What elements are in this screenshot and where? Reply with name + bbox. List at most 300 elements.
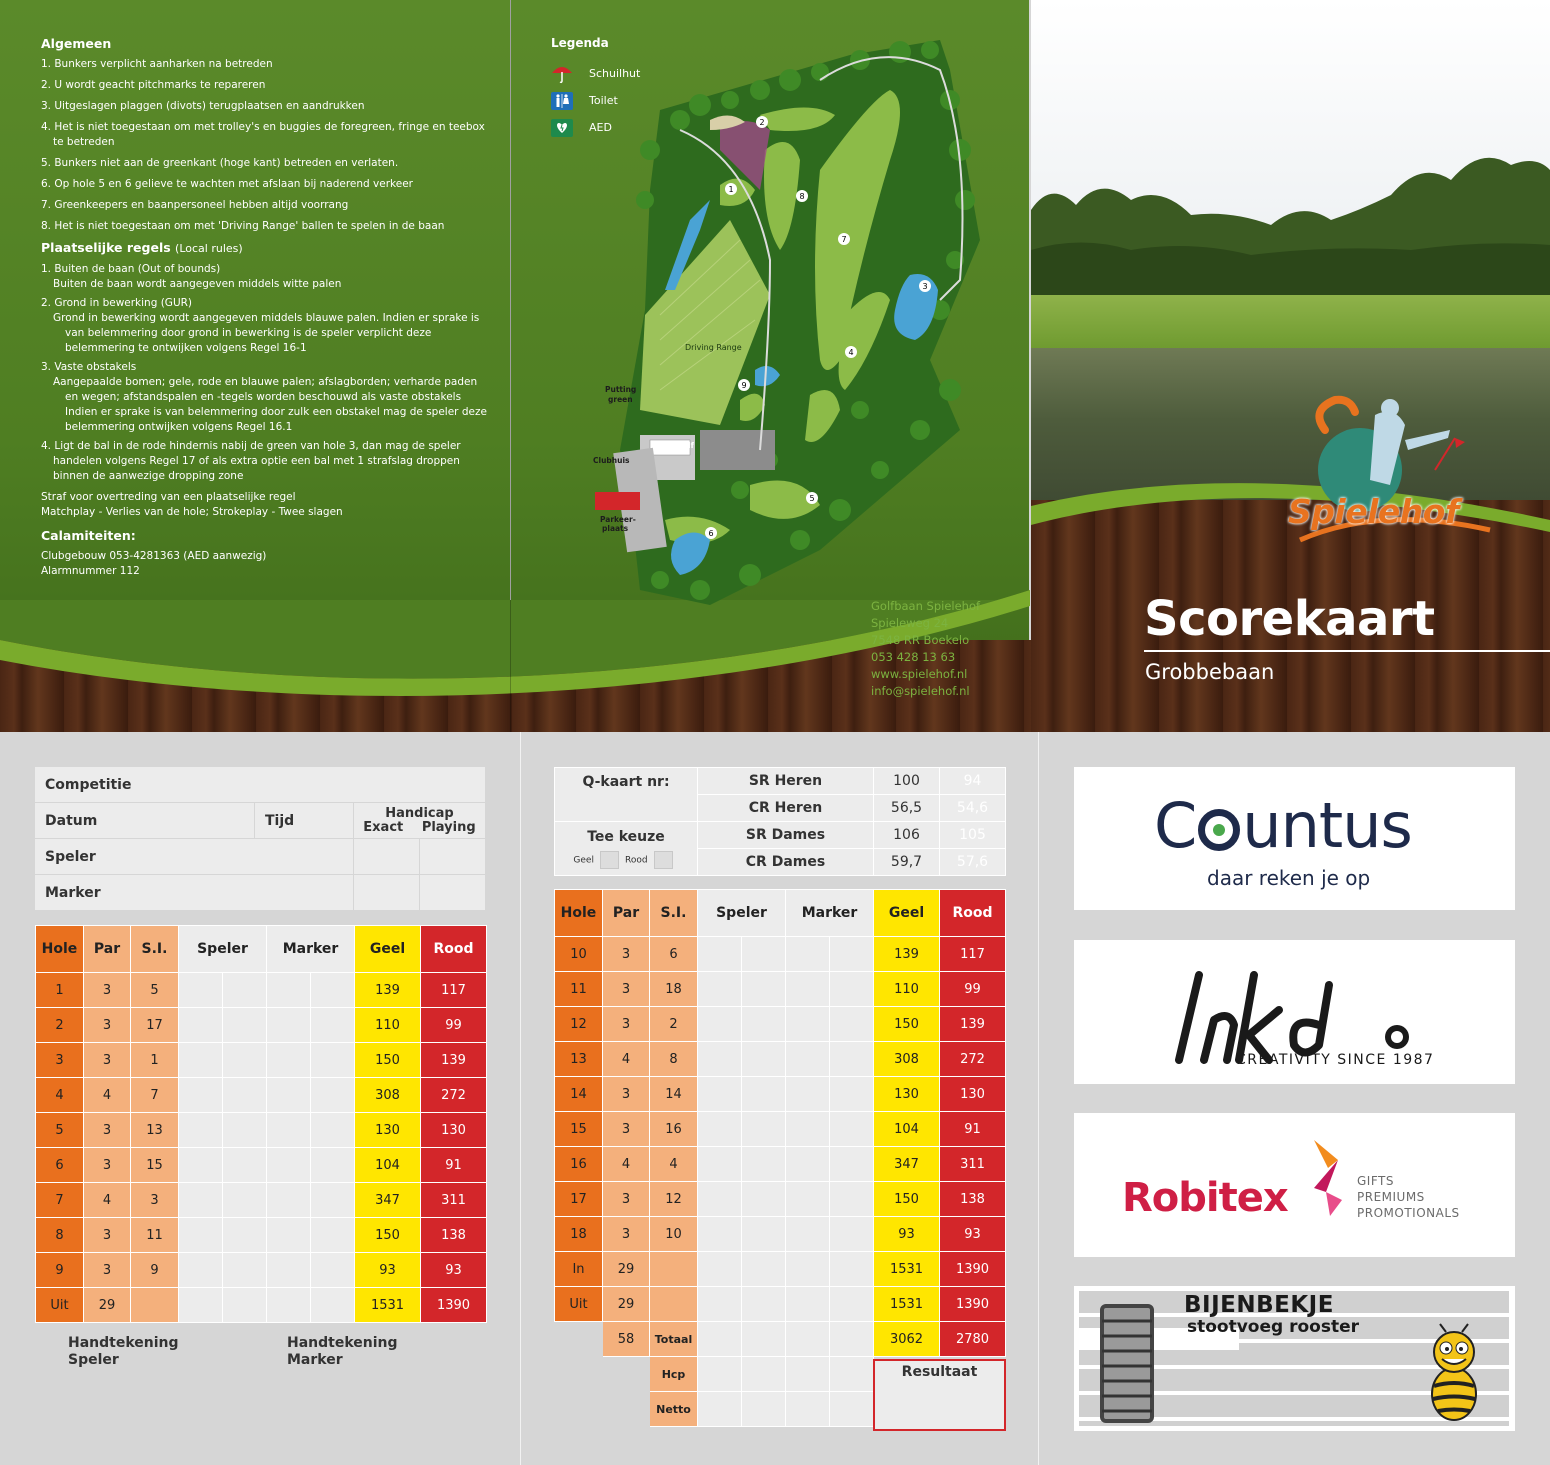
hole-rood: 99 xyxy=(421,1008,487,1043)
local-rule: 3. Vaste obstakels Aangepaalde bomen; gele, rode en blauwe palen; afslagborden; verharde paden en wegen; afstandspalen en -tegels worden beschouwd als vaste obstakels Indien er sprake is van belemmering door zulk een obstakel mag de speler deze belemmering ontwijken volgens Regel 16.1 xyxy=(41,361,487,433)
map-label: Putting xyxy=(605,385,637,394)
speler-score-cell[interactable] xyxy=(179,1043,223,1078)
tijd-field[interactable]: Tijd xyxy=(255,803,354,839)
speler-score-cell[interactable] xyxy=(179,1218,223,1253)
player-info-table xyxy=(34,766,486,911)
local-rule: 4. Ligt de bal in de rode hindernis nabij de green van hole 3, dan mag de speler handelen volgens Regel 17 of als extra optie een bal met 1 strafslag droppen binnen de aanwezige dropping zone xyxy=(41,440,461,482)
speler-score-cell[interactable] xyxy=(742,1287,786,1322)
hole-rood: 117 xyxy=(940,937,1006,972)
hole-geel: 93 xyxy=(874,1217,940,1252)
hole-rood: 91 xyxy=(421,1148,487,1183)
qkaart-label: Q-kaart nr: xyxy=(555,768,698,822)
hole-rood: 138 xyxy=(421,1218,487,1253)
fold-line xyxy=(1038,732,1039,1465)
hole-rood: 99 xyxy=(940,972,1006,1007)
marker-score-cell[interactable] xyxy=(267,1288,311,1323)
marker-score-cell[interactable] xyxy=(311,1253,355,1288)
hole-number: 10 xyxy=(555,937,603,972)
front-nine-table xyxy=(35,925,487,1323)
par-header: Par xyxy=(84,926,131,973)
hole-rood: 117 xyxy=(421,973,487,1008)
countus-tagline: daar reken je op xyxy=(1207,866,1371,890)
hole-marker: 3 xyxy=(922,282,928,291)
marker-score-cell[interactable] xyxy=(786,972,830,1007)
score-cell[interactable] xyxy=(742,1357,786,1392)
hole-row xyxy=(36,1043,487,1078)
hole-number: 14 xyxy=(555,1077,603,1112)
speler-score-cell[interactable] xyxy=(179,1078,223,1113)
geel-header: Geel xyxy=(355,926,421,973)
hole-number: 4 xyxy=(36,1078,84,1113)
legend-label: Toilet xyxy=(589,94,618,107)
hole-row xyxy=(555,1077,1006,1112)
countus-logo: C untus xyxy=(1154,789,1412,862)
back-nine-table xyxy=(554,889,1006,1427)
score-cell[interactable] xyxy=(786,1392,830,1427)
marker-score-cell[interactable] xyxy=(830,1252,874,1287)
hole-par: 3 xyxy=(603,1112,650,1147)
hole-number: 17 xyxy=(555,1182,603,1217)
rule-item: 8. Het is niet toegestaan om met 'Driving Range' ballen te spelen in de baan xyxy=(41,220,445,232)
hole-par: 3 xyxy=(84,1148,131,1183)
hole-number: 7 xyxy=(36,1183,84,1218)
hole-geel: 150 xyxy=(874,1007,940,1042)
score-cell[interactable] xyxy=(830,1357,874,1392)
hole-number: 12 xyxy=(555,1007,603,1042)
bijenbekje-logo: BIJENBEKJE xyxy=(1184,1292,1334,1318)
handicap-header: Handicap Exact Playing xyxy=(354,803,486,839)
speler-score-cell[interactable] xyxy=(179,1148,223,1183)
hole-number: 8 xyxy=(36,1218,84,1253)
hole-row xyxy=(555,1007,1006,1042)
hole-par: 3 xyxy=(603,1217,650,1252)
exact-hcp-input[interactable] xyxy=(354,875,420,911)
hole-par: 4 xyxy=(603,1147,650,1182)
score-cell[interactable] xyxy=(742,1392,786,1427)
hole-si: 16 xyxy=(650,1112,698,1147)
legend-label: AED xyxy=(589,121,612,134)
photo-trees xyxy=(1031,140,1550,315)
hole-number: Uit xyxy=(555,1287,603,1322)
rules-text xyxy=(41,36,491,579)
marker-score-cell[interactable] xyxy=(830,1287,874,1322)
score-cell[interactable] xyxy=(786,1322,830,1357)
robitex-mark-icon xyxy=(1310,1138,1346,1218)
rating-geel: 56,5 xyxy=(874,795,940,822)
hole-geel: 93 xyxy=(355,1253,421,1288)
hole-par: 29 xyxy=(603,1287,650,1322)
hole-si: 12 xyxy=(650,1182,698,1217)
marker-score-cell[interactable] xyxy=(786,1042,830,1077)
speler-score-cell[interactable] xyxy=(179,1113,223,1148)
hole-si: 4 xyxy=(650,1147,698,1182)
hole-geel: 308 xyxy=(874,1042,940,1077)
tee-geel-checkbox[interactable] xyxy=(600,851,619,869)
speler-header: Speler xyxy=(179,926,267,973)
fold-line xyxy=(510,0,511,732)
marker-score-cell[interactable] xyxy=(311,1043,355,1078)
hole-si: 7 xyxy=(131,1078,179,1113)
rule-item: 5. Bunkers niet aan de greenkant (hoge kant) betreden en verlaten. xyxy=(41,157,399,169)
speler-score-cell[interactable] xyxy=(179,1008,223,1043)
speler-score-cell[interactable] xyxy=(698,1287,742,1322)
rule-item: 4. Het is niet toegestaan om met trolley's en buggies de foregreen, fringe en teebox te betreden xyxy=(41,121,485,148)
marker-score-cell[interactable] xyxy=(830,1077,874,1112)
speler-score-cell[interactable] xyxy=(698,1112,742,1147)
sponsor-bijenbekje[interactable] xyxy=(1074,1286,1515,1431)
hole-rood: 272 xyxy=(940,1042,1006,1077)
penalty-text: Matchplay - Verlies van de hole; Strokeplay - Twee slagen xyxy=(41,506,343,518)
robitex-tagline: GIFTS PREMIUMS PROMOTIONALS xyxy=(1357,1174,1460,1220)
blank-cell xyxy=(555,1357,603,1392)
rule-item: 7. Greenkeepers en baanpersoneel hebben altijd voorrang xyxy=(41,199,349,211)
score-cell[interactable] xyxy=(698,1392,742,1427)
hole-geel: 347 xyxy=(874,1147,940,1182)
hole-row xyxy=(555,1042,1006,1077)
si-header: S.I. xyxy=(131,926,179,973)
hole-si: 15 xyxy=(131,1148,179,1183)
speler-score-cell[interactable] xyxy=(223,1183,267,1218)
marker-score-cell[interactable] xyxy=(830,1217,874,1252)
marker-score-cell[interactable] xyxy=(830,1042,874,1077)
marker-score-cell[interactable] xyxy=(311,1148,355,1183)
marker-score-cell[interactable] xyxy=(786,937,830,972)
hole-si: 11 xyxy=(131,1218,179,1253)
speler-score-cell[interactable] xyxy=(698,1217,742,1252)
speler-score-cell[interactable] xyxy=(742,1147,786,1182)
speler-score-cell[interactable] xyxy=(223,973,267,1008)
rating-geel: 100 xyxy=(874,768,940,795)
vent-product-icon xyxy=(1092,1301,1172,1426)
hole-par: 3 xyxy=(603,1182,650,1217)
geel-header: Geel xyxy=(874,890,940,937)
hole-marker: 8 xyxy=(799,192,805,201)
speler-score-cell[interactable] xyxy=(223,1288,267,1323)
blank-cell xyxy=(555,1322,603,1357)
marker-score-cell[interactable] xyxy=(311,1078,355,1113)
hole-rood: 1390 xyxy=(940,1252,1006,1287)
hole-par: 3 xyxy=(84,1253,131,1288)
score-cell[interactable] xyxy=(698,1322,742,1357)
speler-score-cell[interactable] xyxy=(742,1007,786,1042)
calamity-title: Calamiteiten: xyxy=(41,528,136,543)
marker-score-cell[interactable] xyxy=(830,1112,874,1147)
marker-score-cell[interactable] xyxy=(830,1147,874,1182)
club-address: Golfbaan Spielehof Spieleweg 24 7548 RR Boekelo 053 428 13 63 www.spielehof.nl info@spielehof.nl xyxy=(871,599,981,698)
hole-marker: 5 xyxy=(809,494,815,503)
hole-number: 16 xyxy=(555,1147,603,1182)
speler-score-cell[interactable] xyxy=(223,1078,267,1113)
playing-hcp-input[interactable] xyxy=(420,839,486,875)
email-link[interactable]: info@spielehof.nl xyxy=(871,684,970,698)
hole-row xyxy=(555,1252,1006,1287)
rating-label: CR Dames xyxy=(698,849,874,876)
hole-rood: 272 xyxy=(421,1078,487,1113)
marker-score-cell[interactable] xyxy=(267,1148,311,1183)
hole-marker: 1 xyxy=(728,185,734,194)
marker-score-cell[interactable] xyxy=(267,1218,311,1253)
hole-row xyxy=(36,1078,487,1113)
speler-score-cell[interactable] xyxy=(742,1042,786,1077)
hole-geel: 139 xyxy=(874,937,940,972)
brand-name: Spielehof xyxy=(1288,492,1459,531)
speler-score-cell[interactable] xyxy=(742,1252,786,1287)
hole-rood: 1390 xyxy=(421,1288,487,1323)
hole-rood: 311 xyxy=(940,1147,1006,1182)
speler-score-cell[interactable] xyxy=(742,937,786,972)
hole-par: 3 xyxy=(84,1043,131,1078)
competitie-field[interactable]: Competitie xyxy=(35,767,486,803)
marker-score-cell[interactable] xyxy=(267,1113,311,1148)
hole-rood: 93 xyxy=(940,1217,1006,1252)
hole-geel: 308 xyxy=(355,1078,421,1113)
blank-cell xyxy=(603,1357,650,1392)
hole-geel: 1531 xyxy=(874,1252,940,1287)
hole-number: 13 xyxy=(555,1042,603,1077)
hole-marker: 2 xyxy=(759,118,765,127)
marker-score-cell[interactable] xyxy=(267,1253,311,1288)
speler-score-cell[interactable] xyxy=(223,1043,267,1078)
hole-marker: 9 xyxy=(741,381,747,390)
hole-row xyxy=(555,1182,1006,1217)
hole-par: 3 xyxy=(603,1007,650,1042)
speler-score-cell[interactable] xyxy=(223,1148,267,1183)
map-label: Driving Range xyxy=(685,343,742,352)
hole-rood: 130 xyxy=(421,1113,487,1148)
marker-score-cell[interactable] xyxy=(786,1007,830,1042)
title-divider xyxy=(1144,650,1550,652)
total-geel: 3062 xyxy=(874,1322,940,1357)
hole-geel: 104 xyxy=(355,1148,421,1183)
hole-geel: 1531 xyxy=(355,1288,421,1323)
totaal-label: Totaal xyxy=(650,1322,698,1357)
marker-score-cell[interactable] xyxy=(311,1288,355,1323)
speler-score-cell[interactable] xyxy=(179,973,223,1008)
speler-score-cell[interactable] xyxy=(179,1253,223,1288)
speler-score-cell[interactable] xyxy=(223,1113,267,1148)
hole-geel: 110 xyxy=(355,1008,421,1043)
marker-score-cell[interactable] xyxy=(311,1008,355,1043)
rule-item: 2. U wordt geacht pitchmarks te repareren xyxy=(41,79,266,91)
marker-score-cell[interactable] xyxy=(830,1182,874,1217)
speler-score-cell[interactable] xyxy=(742,1182,786,1217)
website-link[interactable]: www.spielehof.nl xyxy=(871,667,968,681)
hole-header: Hole xyxy=(555,890,603,937)
si-header: S.I. xyxy=(650,890,698,937)
sponsor-robitex[interactable] xyxy=(1074,1113,1515,1257)
marker-score-cell[interactable] xyxy=(830,972,874,1007)
rating-rood: 57,6 xyxy=(940,849,1006,876)
total-rood: 2780 xyxy=(940,1322,1006,1357)
marker-score-cell[interactable] xyxy=(786,1112,830,1147)
robitex-logo: Robitex xyxy=(1122,1175,1288,1221)
marker-score-cell[interactable] xyxy=(311,973,355,1008)
speler-score-cell[interactable] xyxy=(698,1077,742,1112)
speler-score-cell[interactable] xyxy=(742,972,786,1007)
speler-score-cell[interactable] xyxy=(698,1182,742,1217)
score-cell[interactable] xyxy=(698,1357,742,1392)
hole-marker: 4 xyxy=(848,348,854,357)
speler-score-cell[interactable] xyxy=(698,1042,742,1077)
marker-score-cell[interactable] xyxy=(311,1218,355,1253)
speler-score-cell[interactable] xyxy=(742,1217,786,1252)
map-label: Clubhuis xyxy=(593,456,630,465)
local-rules-title: Plaatselijke regels (Local rules) xyxy=(41,240,243,255)
hole-number: 1 xyxy=(36,973,84,1008)
hole-geel: 130 xyxy=(355,1113,421,1148)
marker-score-cell[interactable] xyxy=(267,1183,311,1218)
hole-geel: 110 xyxy=(874,972,940,1007)
hole-number: 11 xyxy=(555,972,603,1007)
fold-line xyxy=(520,732,521,1465)
speler-header: Speler xyxy=(698,890,786,937)
hole-marker: 7 xyxy=(841,235,847,244)
rating-label: SR Dames xyxy=(698,822,874,849)
marker-score-cell[interactable] xyxy=(786,1077,830,1112)
calamity-line: Clubgebouw 053-4281363 (AED aanwezig) xyxy=(41,550,267,562)
hole-number: 3 xyxy=(36,1043,84,1078)
speler-score-cell[interactable] xyxy=(698,972,742,1007)
rating-rood: 94 xyxy=(940,768,1006,795)
hole-number: 5 xyxy=(36,1113,84,1148)
marker-score-cell[interactable] xyxy=(830,1007,874,1042)
sponsor-countus[interactable] xyxy=(1074,767,1515,910)
hole-number: 18 xyxy=(555,1217,603,1252)
marker-score-cell[interactable] xyxy=(267,1008,311,1043)
hole-header: Hole xyxy=(36,926,84,973)
marker-score-cell[interactable] xyxy=(267,973,311,1008)
tee-rood-checkbox[interactable] xyxy=(654,851,673,869)
score-cell[interactable] xyxy=(786,1357,830,1392)
hole-par: 3 xyxy=(603,1077,650,1112)
hole-rood: 138 xyxy=(940,1182,1006,1217)
hole-row xyxy=(555,937,1006,972)
datum-field[interactable]: Datum xyxy=(35,803,255,839)
playing-hcp-input[interactable] xyxy=(420,875,486,911)
rating-geel: 106 xyxy=(874,822,940,849)
marker-score-cell[interactable] xyxy=(267,1078,311,1113)
hole-par: 3 xyxy=(84,1113,131,1148)
speler-score-cell[interactable] xyxy=(698,1007,742,1042)
bee-mascot-icon xyxy=(1414,1324,1494,1424)
hole-si: 14 xyxy=(650,1077,698,1112)
hole-si: 9 xyxy=(131,1253,179,1288)
hole-row xyxy=(36,1183,487,1218)
speler-score-cell[interactable] xyxy=(179,1183,223,1218)
score-cell[interactable] xyxy=(830,1322,874,1357)
exact-hcp-input[interactable] xyxy=(354,839,420,875)
hole-row xyxy=(36,1008,487,1043)
resultaat-label: Resultaat xyxy=(901,1364,978,1380)
resultaat-box[interactable] xyxy=(873,1359,1006,1431)
local-rule: 1. Buiten de baan (Out of bounds) Buiten de baan wordt aangegeven middels witte palen xyxy=(41,263,342,290)
hole-si: 17 xyxy=(131,1008,179,1043)
photo-fairway xyxy=(1031,295,1550,350)
hole-rood: 139 xyxy=(421,1043,487,1078)
hole-rood: 93 xyxy=(421,1253,487,1288)
sponsor-inkd[interactable] xyxy=(1074,940,1515,1084)
hole-par: 4 xyxy=(603,1042,650,1077)
hole-number: 6 xyxy=(36,1148,84,1183)
top-spread xyxy=(0,0,1550,732)
rule-item: 3. Uitgeslagen plaggen (divots) terugplaatsen en aandrukken xyxy=(41,100,365,112)
hcp-label: Hcp xyxy=(650,1357,698,1392)
marker-score-cell[interactable] xyxy=(311,1113,355,1148)
hole-geel: 347 xyxy=(355,1183,421,1218)
speler-score-cell[interactable] xyxy=(223,1253,267,1288)
legend-title: Legenda xyxy=(551,36,609,50)
marker-score-cell[interactable] xyxy=(786,1217,830,1252)
rating-rood: 105 xyxy=(940,822,1006,849)
map-label: Parkeer- xyxy=(600,515,636,524)
speler-score-cell[interactable] xyxy=(698,1252,742,1287)
inkd-tagline: CREATIVITY SINCE 1987 xyxy=(1236,1052,1435,1068)
hole-row xyxy=(555,1112,1006,1147)
hole-geel: 150 xyxy=(874,1182,940,1217)
hole-row xyxy=(36,1113,487,1148)
map-label: plaats xyxy=(602,524,629,533)
blank-cell xyxy=(555,1392,603,1427)
hole-si: 18 xyxy=(650,972,698,1007)
speler-score-cell[interactable] xyxy=(742,1112,786,1147)
marker-score-cell[interactable] xyxy=(786,1252,830,1287)
hole-row xyxy=(555,1217,1006,1252)
general-title: Algemeen xyxy=(41,36,112,51)
hole-si: 13 xyxy=(131,1113,179,1148)
score-cell[interactable] xyxy=(830,1392,874,1427)
bijenbekje-tagline: stootvoeg rooster xyxy=(1187,1317,1360,1337)
speler-score-cell[interactable] xyxy=(223,1008,267,1043)
marker-score-cell[interactable] xyxy=(311,1183,355,1218)
score-cell[interactable] xyxy=(742,1322,786,1357)
toilet-icon xyxy=(551,92,573,110)
marker-score-cell[interactable] xyxy=(786,1147,830,1182)
hole-geel: 150 xyxy=(355,1043,421,1078)
hole-row xyxy=(36,1218,487,1253)
speler-score-cell[interactable] xyxy=(698,937,742,972)
hole-row xyxy=(555,1287,1006,1322)
course-rating-table xyxy=(554,767,1006,876)
netto-label: Netto xyxy=(650,1392,698,1427)
page-title: Scorekaart xyxy=(1144,591,1435,647)
marker-score-cell[interactable] xyxy=(267,1043,311,1078)
speler-score-cell[interactable] xyxy=(179,1288,223,1323)
hole-number: 2 xyxy=(36,1008,84,1043)
speler-score-cell[interactable] xyxy=(698,1147,742,1182)
rating-rood: 54,6 xyxy=(940,795,1006,822)
hole-geel: 130 xyxy=(874,1077,940,1112)
marker-field[interactable]: Marker xyxy=(35,875,354,911)
speler-score-cell[interactable] xyxy=(742,1077,786,1112)
hole-par: 29 xyxy=(603,1252,650,1287)
hole-marker: 6 xyxy=(708,529,714,538)
hole-geel: 150 xyxy=(355,1218,421,1253)
hole-si: 1 xyxy=(131,1043,179,1078)
speler-score-cell[interactable] xyxy=(223,1218,267,1253)
hole-rood: 1390 xyxy=(940,1287,1006,1322)
aed-icon xyxy=(551,119,573,137)
speler-field[interactable]: Speler xyxy=(35,839,354,875)
hole-geel: 104 xyxy=(874,1112,940,1147)
hole-number: In xyxy=(555,1252,603,1287)
hole-si xyxy=(650,1287,698,1322)
marker-score-cell[interactable] xyxy=(786,1287,830,1322)
marker-score-cell[interactable] xyxy=(786,1182,830,1217)
map-label: green xyxy=(608,395,633,404)
marker-score-cell[interactable] xyxy=(830,937,874,972)
marker-header: Marker xyxy=(786,890,874,937)
hole-si xyxy=(650,1252,698,1287)
